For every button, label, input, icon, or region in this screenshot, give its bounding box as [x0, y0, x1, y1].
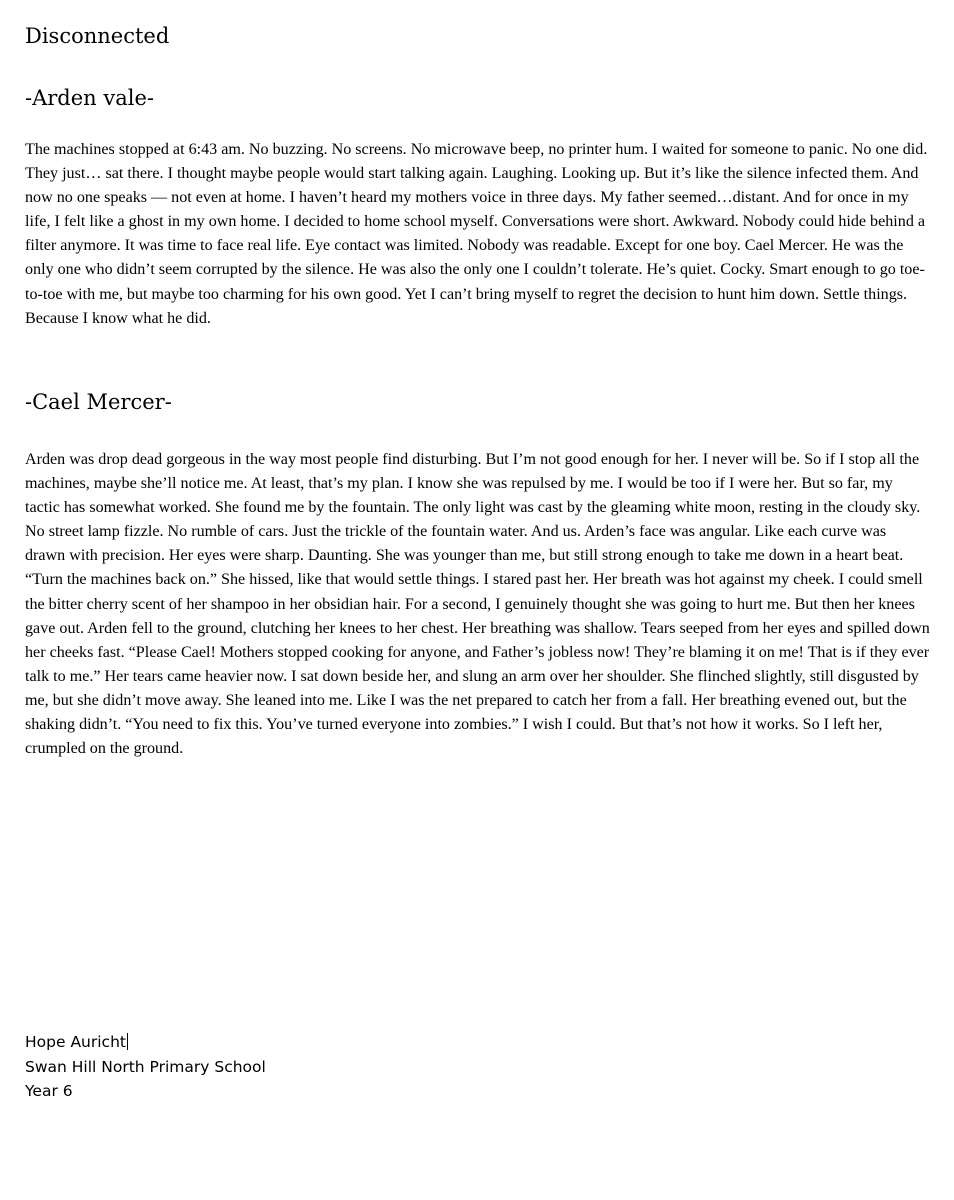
- section-body-arden: The machines stopped at 6:43 am. No buzzing. No screens. No microwave beep, no printer hum. I waited for someone to panic. No one did. They just… sat there. I thought maybe people would start talking again. Laughing. Looking up. But it’s like the silence infected them. And now no one speaks — not even at home. I haven’t heard my mothers voice in three days. My father seemed…distant. And for once in my life, I felt like a ghost in my own home. I decided to home school myself. Conversations were short. Awkward. Nobody could hide behind a filter anymore. It was time to face real life. Eye contact was limited. Nobody was readable. Except for one boy. Cael Mercer. He was the only one who didn’t seem corrupted by the silence. He was also the only one I couldn’t tolerate. He’s quiet. Cocky. Smart enough to go toe-to-toe with me, but maybe too charming for his own good. Yet I can’t bring myself to regret the decision to hunt him down. Settle things. Because I know what he did.: [25, 141, 928, 327]
- author-signature-block: [25, 1030, 266, 1104]
- section-body-cael: Arden was drop dead gorgeous in the way most people find disturbing. But I’m not good enough for her. I never will be. So if I stop all the machines, maybe she’ll notice me. At least, that’s my plan. I know she was repulsed by me. I would be too if I were her. But so far, my tactic has somewhat worked. She found me by the fountain. The only light was cast by the gleaming white moon, resting in the cloudy sky. No street lamp fizzle. No rumble of cars. Just the trickle of the fountain water. And us. Arden’s face was angular. Like each curve was drawn with precision. Her eyes were sharp. Daunting. She was younger than me, but still strong enough to take me down in a heart beat. “Turn the machines back on.” She hissed, like that would settle things. I stared past her. Her breath was hot against my cheek. I could smell the bitter cherry scent of her shampoo in her obsidian hair. For a second, I genuinely thought she was going to hurt me. But then her knees gave out. Arden fell to the ground, clutching her knees to her chest. Her breathing was shallow. Tears seeped from her eyes and spilled down her cheeks fast. “Please Cael! Mothers stopped cooking for anyone, and Father’s jobless now! They’re blaming it on me! That is if they ever talk to me.” Her tears came heavier now. I sat down beside her, and slung an arm over her shoulder. She flinched slightly, still disgusted by me, but she didn’t move away. She leaned into me. Like I was the net prepared to catch her from a fall. Her breathing evened out, but the shaking didn’t. “You need to fix this. You’ve turned everyone into zombies.” I wish I could. But that’s not how it works. So I left her, crumpled on the ground.: [25, 451, 930, 758]
- author-name-line[interactable]: [25, 1030, 266, 1055]
- text-cursor: [127, 1033, 128, 1050]
- author-name: Hope Auricht: [25, 1033, 126, 1051]
- section-heading-cael: -Cael Mercer-: [25, 390, 172, 414]
- author-year: Year 6: [25, 1082, 73, 1100]
- document-title: Disconnected: [25, 24, 170, 48]
- section-heading-arden: -Arden vale-: [25, 86, 154, 110]
- author-school: Swan Hill North Primary School: [25, 1057, 266, 1076]
